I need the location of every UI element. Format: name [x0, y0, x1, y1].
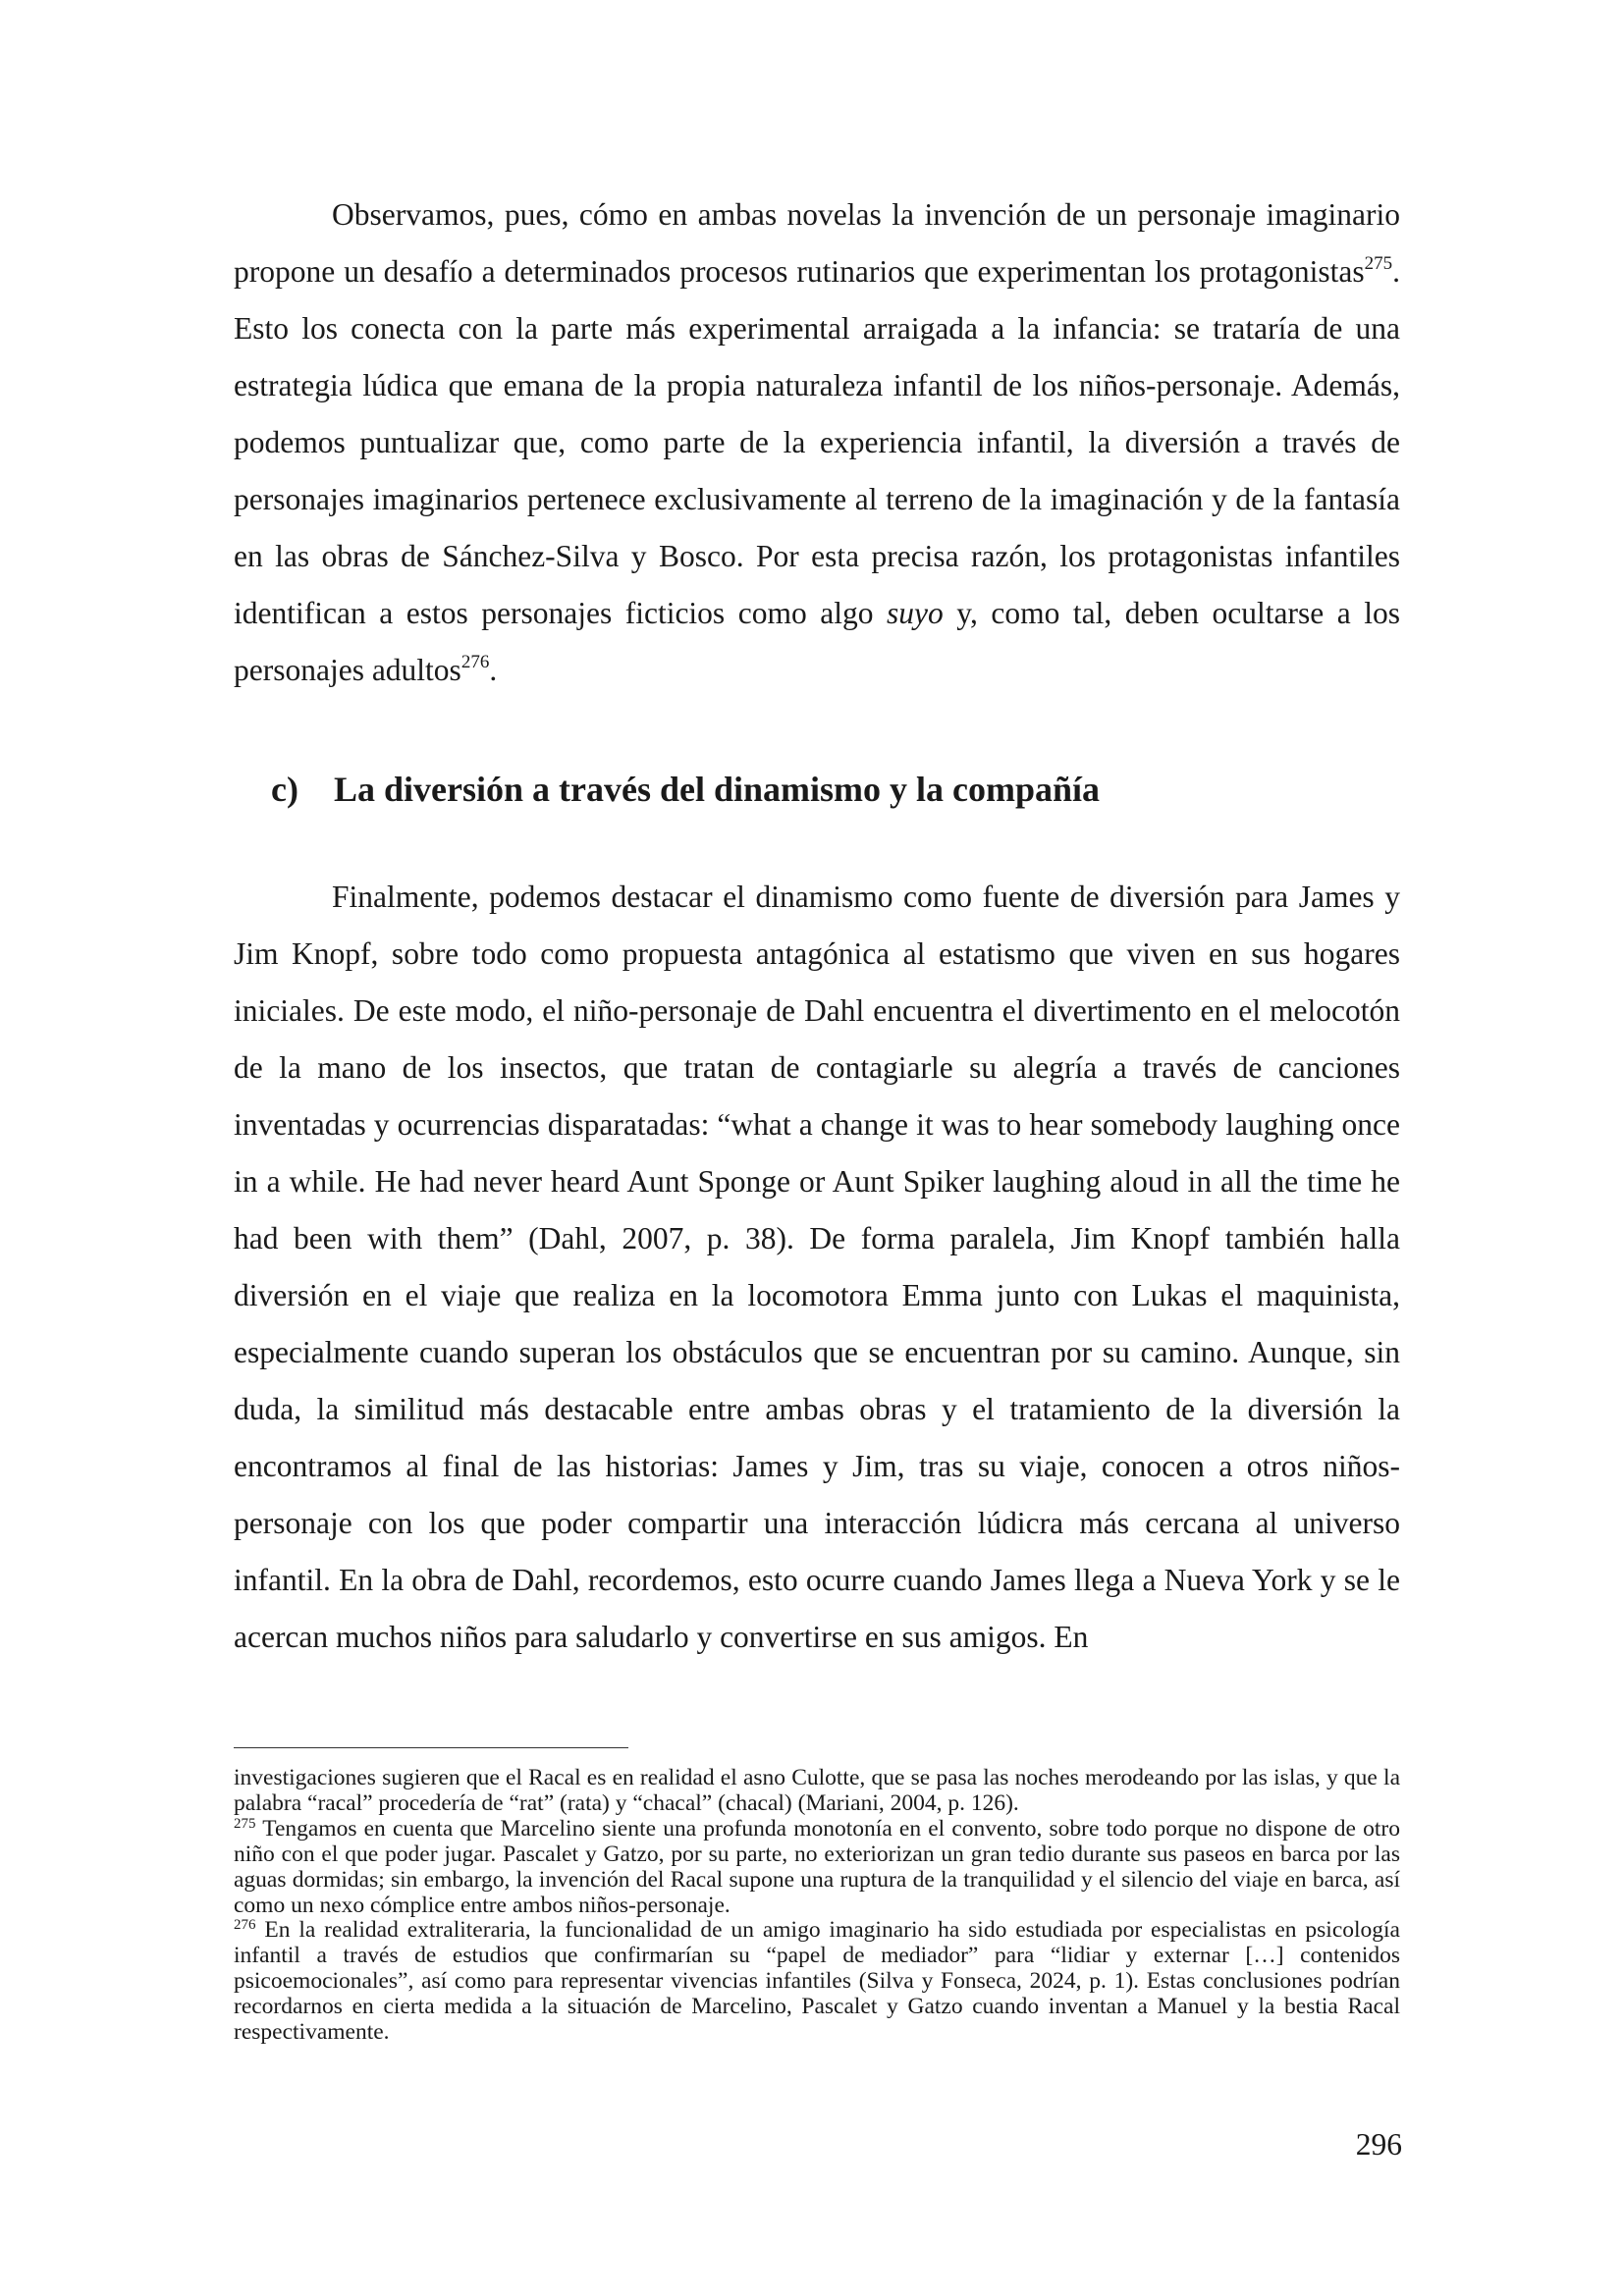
- section-heading: [271, 768, 1100, 811]
- footnote-continued: investigaciones sugieren que el Racal es en realidad el asno Culotte, que se pasa las noches merodeando por las islas, y que la palabra “racal” procedería de “rat” (rata) y “chacal” (chacal) (Mariani, 2004, p. 126).: [234, 1765, 1400, 1816]
- footnote-276: [234, 1918, 1400, 2046]
- footnote-276-number: 276: [234, 1917, 256, 1934]
- section-heading-title: La diversión a través del dinamismo y la compañía: [334, 770, 1101, 809]
- paragraph-1-text-b: . Esto los conecta con la parte más experimental arraigada a la infancia: se trataría de una estrategia lúdica que emana de la propia naturaleza infantil de los niños-personaje. Además, podemos puntualizar que, como parte de la experiencia infantil, la diversión a través de personajes imaginarios pertenece exclusivamente al terreno de la imaginación y de la fantasía en las obras de Sánchez-Silva y Bosco. Por esta precisa razón, los protagonistas infantiles identifican a estos personajes ficticios como algo: [234, 254, 1400, 630]
- paragraph-1-text-a: Observamos, pues, cómo en ambas novelas la invención de un personaje imaginario propone un desafío a determinados procesos rutinarios que experimentan los protagonistas: [234, 197, 1400, 289]
- footnotes: [234, 1766, 1400, 2046]
- section-heading-marker: c): [271, 770, 298, 809]
- footnote-275: [234, 1817, 1400, 1919]
- paragraph-1-text-d: .: [489, 653, 498, 687]
- paragraph-2-text: Finalmente, podemos destacar el dinamismo como fuente de diversión para James y Jim Knopf, sobre todo como propuesta antagónica al estatismo que viven en sus hogares iniciales. De este modo, el niño-personaje de Dahl encuentra el divertimento en el melocotón de la mano de los insectos, que tratan de contagiarle su alegría a través de canciones inventadas y ocurrencias disparatadas: “what a change it was to hear somebody laughing once in a while. He had never heard Aunt Sponge or Aunt Spiker laughing aloud in all the time he had been with them” (Dahl, 2007, p. 38). De forma paralela, Jim Knopf también halla diversión en el viaje que realiza en la locomotora Emma junto con Lukas el maquinista, especialmente cuando superan los obstáculos que se encuentran por su camino. Aunque, sin duda, la similitud más destacable entre ambas obras y el tratamiento de la diversión la encontramos al final de las historias: James y Jim, tras su viaje, conocen a otros niños-personaje con los que poder compartir una interacción lúdicra más cercana al universo infantil. En la obra de Dahl, recordemos, esto ocurre cuando James llega a Nueva York y se le acercan muchos niños para saludarlo y convertirse en sus amigos. En: [234, 880, 1400, 1654]
- page-number: 296: [1355, 2127, 1402, 2162]
- footnote-separator: [234, 1747, 628, 1748]
- footnote-ref-276: 276: [460, 652, 490, 672]
- footnote-275-number: 275: [234, 1815, 256, 1832]
- footnote-275-text: Tengamos en cuenta que Marcelino siente una profunda monotonía en el convento, sobre todo porque no dispone de otro niño con el que poder jugar. Pascalet y Gatzo, por su parte, no exteriorizan un gran tedio durante sus paseos en barca por las aguas dormidas; sin embargo, la invención del Racal supone una ruptura de la tranquilidad y el silencio del viaje en barca, así como un nexo cómplice entre ambos niños-personaje.: [234, 1815, 1400, 1918]
- body-paragraph-2: [234, 869, 1400, 1666]
- footnote-ref-275: 275: [1364, 253, 1393, 274]
- paragraph-1-italic-word: suyo: [887, 596, 944, 630]
- footnote-276-text: En la realidad extraliteraria, la funcionalidad de un amigo imaginario ha sido estudiada por especialistas en psicología infantil a través de estudios que confirmarían su “papel de mediador” para “lidiar y externar […] contenidos psicoemocionales”, así como para representar vivencias infantiles (Silva y Fonseca, 2024, p. 1). Estas conclusiones podrían recordarnos en cierta medida a la situación de Marcelino, Pascalet y Gatzo cuando inventan a Manuel y la bestia Racal respectivamente.: [234, 1917, 1400, 2046]
- body-paragraph-1: [234, 187, 1400, 699]
- paragraph-1-text-c: y, como tal, deben ocultarse a los personajes adultos: [234, 596, 1401, 687]
